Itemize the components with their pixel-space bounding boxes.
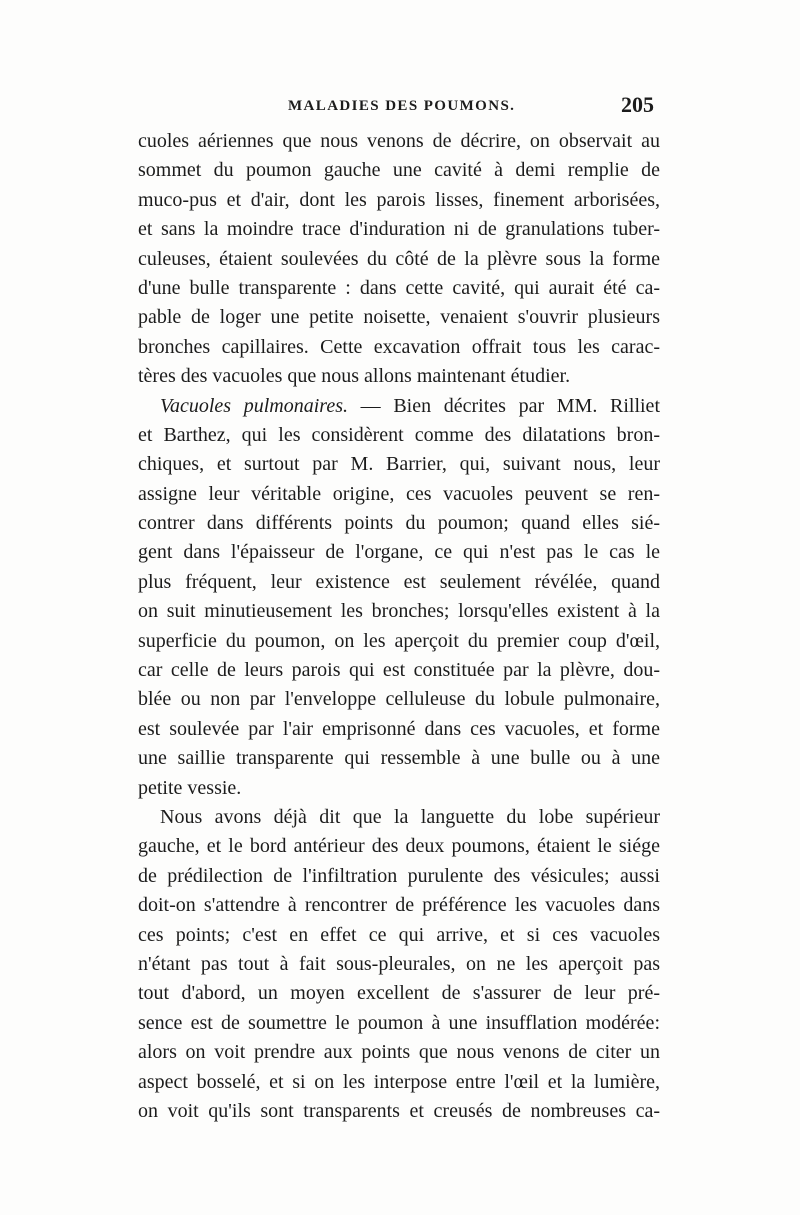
body-text: [138, 127, 660, 1126]
text-line: de prédilection de l'infiltration purulente des vésicules; aussi: [138, 864, 660, 887]
section-heading: Vacuoles pulmonaires.: [160, 394, 349, 417]
text-line: Nous avons déjà dit que la languette du lobe supérieur: [160, 805, 660, 828]
text-line: doit-on s'attendre à rencontrer de préférence les vacuoles dans: [138, 894, 660, 917]
text-line: chiques, et surtout par M. Barrier, qui, suivant nous, leur: [138, 453, 660, 476]
text-line: et Barthez, qui les considèrent comme des dilatations bron-: [138, 423, 660, 446]
text-line: assigne leur véritable origine, ces vacuoles peuvent se ren-: [138, 482, 660, 505]
text-line: est soulevée par l'air emprisonné dans ces vacuoles, et forme: [138, 717, 660, 740]
text-line: pable de loger une petite noisette, venaient s'ouvrir plusieurs: [138, 306, 660, 329]
text-line: plus fréquent, leur existence est seulement révélée, quand: [138, 570, 660, 593]
text-line: superficie du poumon, on les aperçoit du premier coup d'œil,: [138, 629, 660, 652]
text-line: contrer dans différents points du poumon; quand elles sié-: [138, 512, 660, 535]
page-number: 205: [621, 92, 654, 117]
text-line: cuoles aériennes que nous venons de décrire, on observait au: [138, 130, 660, 152]
text-line: on suit minutieusement les bronches; lorsqu'elles existent à la: [138, 600, 660, 623]
text-line: tères des vacuoles que nous allons maintenant étudier.: [138, 365, 571, 388]
text-line: alors on voit prendre aux points que nous venons de citer un: [138, 1041, 660, 1064]
text-line-rest: — Bien décrites par MM. Rilliet: [360, 394, 660, 417]
text-line: car celle de leurs parois qui est constituée par la plèvre, dou-: [138, 659, 660, 682]
running-title: MALADIES DES POUMONS.: [288, 98, 516, 114]
running-header: [138, 92, 660, 122]
text-line: culeuses, étaient soulevées du côté de la plèvre sous la forme: [138, 247, 660, 270]
text-line: on voit qu'ils sont transparents et creusés de nombreuses ca-: [138, 1099, 660, 1122]
text-line: n'étant pas tout à fait sous-pleurales, on ne les aperçoit pas: [138, 952, 660, 975]
text-line: d'une bulle transparente : dans cette cavité, qui aurait été ca-: [138, 276, 660, 299]
text-line: blée ou non par l'enveloppe celluleuse du lobule pulmonaire,: [138, 688, 660, 711]
text-line: et sans la moindre trace d'induration ni de granulations tuber-: [138, 218, 660, 241]
section-first-line: [138, 392, 660, 421]
text-line: muco-pus et d'air, dont les parois lisses, finement arborisées,: [138, 188, 660, 211]
text-line: gauche, et le bord antérieur des deux poumons, étaient le siége: [138, 835, 660, 858]
text-line: gent dans l'épaisseur de l'organe, ce qui n'est pas le cas le: [138, 541, 660, 564]
text-line: aspect bosselé, et si on les interpose entre l'œil et la lumière,: [138, 1070, 660, 1093]
text-line: tout d'abord, un moyen excellent de s'assurer de leur pré-: [138, 982, 660, 1005]
text-line: sommet du poumon gauche une cavité à demi remplie de: [138, 159, 660, 182]
text-line: ces points; c'est en effet ce qui arrive, et si ces vacuoles: [138, 923, 660, 946]
text-line: une saillie transparente qui ressemble à une bulle ou à une: [138, 747, 660, 770]
text-line: sence est de soumettre le poumon à une insufflation modérée:: [138, 1011, 660, 1034]
text-line: petite vessie.: [138, 776, 242, 799]
text-line: bronches capillaires. Cette excavation offrait tous les carac-: [138, 335, 660, 358]
